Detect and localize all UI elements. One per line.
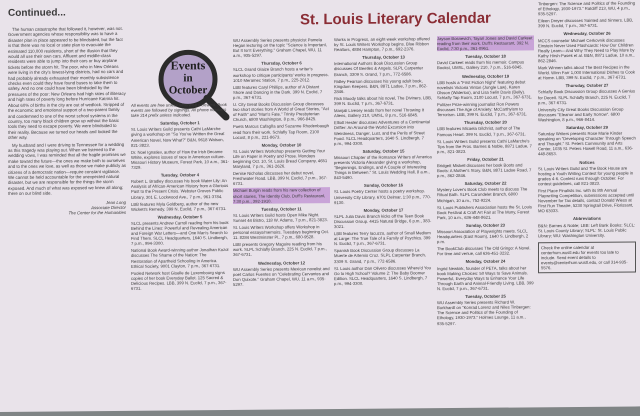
event-entry: Mystery Lover's Book Club meets to discuss The Ritual Bath. SLPL Carondelet Branch, 6800 Michigan, 10 a.m., 752-9224. (437, 186, 528, 203)
signature-org: The Center for the Humanities (68, 210, 126, 216)
event-entry: Denise Nicholas discusses her debut novel, Freshwater Road. LBB, 399 N. Euclid, 7 p.m., 367-6731. (233, 170, 328, 187)
event-entry: Manjali Livesey reads from her novel Throwing It Aliens, Gallery 210, UMSL, 8 p.m., 516-6845. (334, 107, 424, 119)
date-heading: Thursday, October 13 (362, 54, 405, 61)
date-heading: Saturday, October 22 (464, 180, 507, 187)
event-entry: Works in Progress, an eight-week workshop offered by St. Louis Writers Workshop begins. Blue Ribbon Realtors, 4884 Hampton, 7 p.m., 692-2376. (334, 36, 430, 53)
event-entry: MCCS counselor Michael Cerkovnik discusses Einstein Never Used Flashcards: How Our Children Really Learn—And Why They Need to Play More by Kathy Hirsh-Pasek et al. B&N, 8871 Ladue, 10 a.m., 862-2846. (538, 37, 635, 64)
event-entry: University City Great Books Discussion Group discusses "Eleanor and Early Sorrow". 6800 Washington, 8 p.m., 966-8414. (538, 106, 624, 123)
notice-entry: St. Louis Writers Guild and The Book House are hosting a Youth Writing Contest for young people in grades 4-6. Contest runs through October. For contest guidelines, call 821-3823. (538, 165, 634, 187)
event-entry: Missouri Association of Playwrights meets. SLCL Headquarters (East Room), 1640 S. Lindbergh, 2 p.m. (437, 228, 529, 245)
event-entry: Spanish Book Discussion Group discusses La Muerte de Artemio Cruz. SLPL Carpenter Branch, 3309 S. Grand, 7 p.m., 772-6586. (334, 247, 427, 264)
date-heading: Monday, October 17 (363, 207, 404, 213)
date-heading: Monday, October 24 (465, 259, 506, 265)
event-entry-highlighted: Jayson Bosnevich, Tayari Jones and David Carkeet reading from their work. Duff's Restaurant, 392 N. Euclid, 7:30 p.m., 361-0961. (437, 35, 533, 52)
event-entry: The BookClub discusses The Old Gringo: A Novel. For time and venue, call 636-451-3232. (437, 245, 531, 257)
event-entry: David Carkeet reads from his memoir. Campus Bookst, UMSL, Gallery 210, 7 p.m., 516-6845. (437, 59, 525, 71)
event-entry: SLCL presents Andrew Carroll reading from his book Behind the Lines: Powerful and Revealing American and Foreign War Letters—and One Man's Search to Find Them. SLCL Headquarters, 1640 S. Lindbergh, 7 p.m., 994-3300. (131, 219, 229, 247)
logo-word-in: in (183, 72, 193, 85)
event-entry: Pooled Network host Giselle de Luxembourg signs copies of her book Everyday Ballot. 125 Sacred & Delicious Recipes. LBB, 399 N. Euclid, 7 p.m., 367-6731. (131, 269, 227, 291)
date-heading: Wednesday, October 12 (257, 259, 306, 266)
date-heading: Saturday, October 29 (566, 124, 608, 131)
continued-heading: Continued... (8, 7, 66, 19)
essay-column (8, 26, 126, 407)
online-calendar-notice: Check the online calendar at centerhum.wustl.edu for events too late to include. Send event details to events@centerhum.wustl.edu, or call 314-935-5576. (538, 241, 636, 273)
event-entry: LBB features Terry Iacuzzo, author of Small Medium at Large: The True Tale of a Family of Psychics. 399 N. Euclid, 7 p.m., 367-6731. (334, 230, 431, 247)
event-entry: St. Louis Publishers Association hosts the St. Louis Book Festival & Craft Art Fair at The Muny, Forest Park, 10 a.m., 636-448-8621. (437, 203, 532, 220)
signature (8, 199, 126, 216)
event-entry: Rick Moody talks about his novel, The Diviners. LBB, 399 N. Euclid, 7 p.m., 367-6731. (334, 95, 433, 107)
date-heading: Saturday, October 15 (362, 148, 405, 154)
event-entry: St. Louis Writers Workshop offers Workshop in personal essays/memoirs. Tuesdays beginning Oct. 11. 8284 Westminster Pl., 7 p.m., 680-9528. (233, 224, 329, 241)
date-heading: Tuesday, October 18 (465, 53, 506, 60)
event-entry: Tinbergen: The Science and Politics of the Founding of Ethology, 1930-1973." Ratcliff 213, WU, 4 p.m., 935-5297. (538, 0, 636, 17)
date-heading: Thursday, October 6 (261, 60, 302, 67)
essay-paragraph-2: My husband and I were driving to Tennessee for a wedding as this tragedy was playing out. When we listened to the wedding vows, I was reminded that all the fragile promises we make toward the future—the ones we make both to ourselves and to the ones we love, as well as those we make publicly as citizens of a democratic nation—require constant vigilance. We cannot be held accountable for the unexpected natural disaster, but we are responsible for the things the storm exposed. And much of what was exposed we knew all along; there on our blind side. (8, 141, 126, 197)
event-entry: St. Louis Writers Guild presents Cathi LaMarche giving a workshop on "So You've Written the Great American Novel, Now What?" B&N, 9618 Watson, 821-3823. (131, 126, 225, 148)
calendar-column-2 (233, 37, 330, 408)
event-entry: Missouri Chapter of the Romance Writers of America presents Victoria Alexander giving a workshop, "Beginnings, Endings, and A Couple of Interesting Things in Between." St. Louis Wedding Hall, 8 a.m., 843-5490. (334, 154, 432, 181)
date-heading: Saturday, October 1 (160, 120, 200, 126)
event-entry: LBB hosts a "First Fiction Night" featuring debut novelists Victoria Vinton (Jungle Law), Karen Olsson (Waterloo), and Lisa Selin Davis (Belly). Schlafly Tap Room, 2100 Locust, 7 p.m., 367-6731. (437, 79, 533, 101)
date-heading: Wednesday, October 5 (157, 214, 203, 220)
event-entry: Dr. Noel Ignatiev, author of How the Irish Became White, explores issues of race in American culture. Missouri History Museum, Forest Park, 10 a.m., 361-7329. (131, 148, 229, 170)
event-entry: Ridley Pearson discusses his young adult book, Kingdom Keepers. B&N, 8871 Ladue, 7 p.m., 862-2846. (334, 77, 428, 94)
logo-word-events: Events (170, 58, 206, 73)
event-entry: St. Louis Writers Guild presents Cathi LaMarche's Tips from the Pros. Barnes & Noble, 8871 Ladue, 7 p.m., 821-3823. (437, 137, 532, 154)
date-heading: Wednesday, October 19 (461, 73, 510, 79)
event-entry: Saturday Writers presents Rose Marie Kinder speaking on "Developing Character Through Speech and Thought." St. Peters Community and Arts Center, 1035 St. Peters Howell Road, 11 a.m., 636-448-8653. (538, 130, 636, 157)
event-entry: St. Louis Poetry Center hosts a poetry workshop. University City Library, 6701 Delmar, 1:30 p.m., 770-9130. (334, 188, 431, 205)
event-entry: Ingrid Newkirk, founder of PETA, talks about her book Making Choices: 50 Ways to Save Animals. Powerful, Everyday Ways to Enhance Your Life Through Earth and Animal-Friendly Living. LBB, 399 N. Euclid, 7 p.m., 367-6731. (437, 264, 534, 292)
event-entry: WU Assembly Series presents physicist Pamela Hegan lecturing on the topic "Science is Important, But It Isn't Everything." Graham Chapel, WU, 11 a.m., 935-5297. (233, 37, 327, 59)
logo-word-october: October (168, 84, 208, 97)
event-entry: SLCL Grand Glaize Branch hosts a writer's workshop to critique participants' works in progress. 1010 Meramec Station, 7 p.m., 225-2012. (233, 66, 329, 83)
event-entry: Eileen Dreyer discusses Sainted and Sinners. LBB, 399 N. Euclid, 7 p.m., 367-6731. (538, 17, 634, 29)
event-entry-highlighted: Michael Burgin reads from his new collection of short stories, The Identity Club. Duff's Restaurant, 7:30 p.m., 392-1910. (233, 188, 330, 204)
date-heading: Tuesday, October 4 (160, 172, 200, 178)
date-heading: Monday, October 10 (261, 142, 302, 148)
abbreviations-heading: Abbreviations (573, 216, 601, 222)
notice-entry: First Place Finalists Inc. with its 8th Annual Playwriting Competition, submissions accepted until November for Tax details, contact Donald Wiess at First Run Theatre, 5230 Springtail Drive, Florissant, MO 63033. (538, 187, 635, 214)
date-heading: Wednesday, October 26 (563, 31, 611, 37)
event-entry: Mark Winnen talks about The Best Recipes in the World. Winn Farr 1,000 International Dishes to Cook at Home. LBB, 399 N. Euclid, 7 p.m., 367-6731. (538, 64, 635, 81)
event-entry: Schlafly Book Discussion Group discusses A Genius for Deceit. SLPL Schlafly Branch, 225 N. Euclid, 7 p.m., 367-6731. (538, 88, 636, 105)
event-entry: WU Assembly Series presents Mexican novelist and poet Carlos Fuentes on "Celebrating Cervantes and Don Quixote." Graham Chapel, WU, 11 a.m., 935-5297. (233, 265, 330, 287)
calendar-column-4 (437, 35, 534, 406)
calendar-intro: All events are free unless otherwise indicated. Book events are followed by signings. All phone numbers take 314 prefix unless indicated. (131, 102, 227, 119)
signature-role: Associate Director (91, 204, 126, 211)
page-title: St. Louis Literary Calendar (300, 9, 491, 29)
event-entry: SLPL Julia Davis Branch kicks off the Teen Book Discussion Group. 4415 Natural Bridge, 6 p.m., 383-3021. (334, 213, 432, 230)
event-entry: National Book Award-winning author Jonathan Kozol discusses The Shame of the Nation: The Restoration of Apartheid Schooling in America. Ethical Society, 9001 Clayton, 7 p.m., 367-6731. (131, 247, 229, 269)
event-entry: Pulitzer Prize-winning journalist Ron Powers discusses The Age of Anxiety: McCarthyism to Terrorism. LBB, 399 N. Euclid, 7 p.m., 367-6731. (437, 101, 528, 118)
signature-name: Jean Long (105, 199, 126, 205)
event-entry: LBB presents Gregory Maguire reading from his work. SLPL Schlafly Branch, 225 N. Euclid, 7 p.m., 367-6731. (233, 241, 327, 258)
date-heading: Thursday, October 27 (565, 83, 609, 89)
event-entry: St. Louis Writers Guild hosts Open Mike Night. Sunset 44 Bistro, 118 W. Adams, 7 p.m., 821-3823. (233, 212, 328, 223)
date-heading: Sunday, October 23 (465, 222, 506, 228)
date-heading: Tuesday, October 11 (261, 206, 302, 212)
calendar-column-3 (334, 36, 433, 407)
event-entry: U. City Great Books Discussion Group discusses two short stories from A World of Great Stories, "Act of Faith" and "Man's Fate." Trinity Presbyterian Church, 6800 Washington, 8 p.m., 966-8425. (233, 101, 329, 123)
event-entry: Bridgett Miskell discusses her book Boots and Boots: A Mother's Story. B&N, 8871 Ladue Road, 7 p.m., 862-2846. (437, 162, 532, 179)
event-entry: Elliott Hester discusses Adventures of a Continental Drifter: An Around-the-World Excursion into Weirdness, Danger, Lust, and the Perils of Street Food. SLCL Headquarters, 1640 S. Lindbergh, 7 p.m., 994-3300. (334, 119, 430, 146)
date-heading: Sunday, October 16 (363, 182, 404, 189)
notices-heading: Notices (579, 159, 595, 165)
date-heading: Friday, October 21 (467, 156, 504, 162)
abbreviations-list: B&N: Barnes & Noble; LBB: Left Bank Books; SLCL: St. Louis County Library; SLPL: St. Louis Public Library; WU: Washington University. (538, 222, 636, 239)
event-entry: WU Assembly Series presents Richard W. Burkhardt on "Konrad Lorenz and Niles Tinbergen: The Science and Politics of the Founding of Ethology, 1930-1973." Holmes Lounge, 11 a.m., 935-5297. (437, 299, 531, 326)
event-entry: Poets Marcus Cafagña and Suzanne Rhodenbaugh read from their work. Schlafly Tap Room, 2100 Locust, 8 p.m., 221-8673. (233, 123, 329, 140)
event-entry: International Authors Book Discussion Group discusses Of Beetles & Angels. SLPL Carpenter Branch, 3309 S. Grand, 7 p.m., 772-6586. (334, 60, 423, 77)
event-entry: St. Louis author Dan Olivero discusses Where'd You Go to High School? Volume 2: The Baby Boomer Edition. SLCL Headquarters, 1640 S. Lindbergh, 7 p.m., 994-3300. (334, 264, 431, 287)
date-heading: Thursday, October 20 (464, 119, 507, 126)
event-entry: LBB features Myla Goldberg, author of the new Wickett's Remedy. 399 N. Euclid, 7 p.m., 367-6731. (131, 200, 227, 212)
calendar-column-5 (538, 0, 636, 403)
event-entry: LBB features Caryl Phillips, author of A Distant Shore and Dancing in the Dark. 399 N. Euclid, 7 p.m., 367-6731. (233, 83, 323, 100)
event-entry: LBB features Micaela Gilchrist, author of The Famous Heart. 399 N. Euclid, 7 p.m., 367-6731. (437, 125, 526, 137)
event-entry: Robert L. Bradley discusses his book Water Lily: An Analysis of African-American History from a Glorious Past to the Present Crisis. Webster Groves Public Library, 301 E. Lockwood Ave., 7 p.m., 961-3784. (131, 178, 229, 200)
event-entry: St. Louis Writers Workshop presents Getting Your Life on Paper in Poetry and Prose. Mondays beginning Oct. 10, St. Louis Bread Company, 4651 Maryland, 7 p.m., 361-2626. (233, 147, 328, 170)
essay-paragraph-1: The human catastrophe that followed it, however, was not. Government agencies whose responsibility was to have a disaster plan in place appeared to be blindsided, but the fact is that there was no local or state plan to evacuate the estimated 110,000 residents, short of the illusion that they would all use their own cars. Affluent and middle-class residents were able to jump into their cars or buy airplane tickets before the storm hit. The poor, who in New Orleans were living in the city's lowest-lying districts, had no cars and had probably already exhausted their monthly subsistence checks even could they have found buses to take them to safety. And no one could have been blindsided by the pressures of the poor: New Orleans had high rates of illiteracy and high rates of poverty long before Hurricane Katrina hit. About 60% of births in the city are out of wedlock. Stripped of the economic and emotional support of a two-parent family and condemned to one of the worst school systems in the country, too many black children grow up without the basic tools they need to escape poverty. We were blindsided to their reality. Because we turned our heads and looked the other way. (8, 25, 126, 141)
calendar-column-1 (131, 102, 229, 408)
date-heading: Tuesday, October 25 (465, 293, 506, 299)
